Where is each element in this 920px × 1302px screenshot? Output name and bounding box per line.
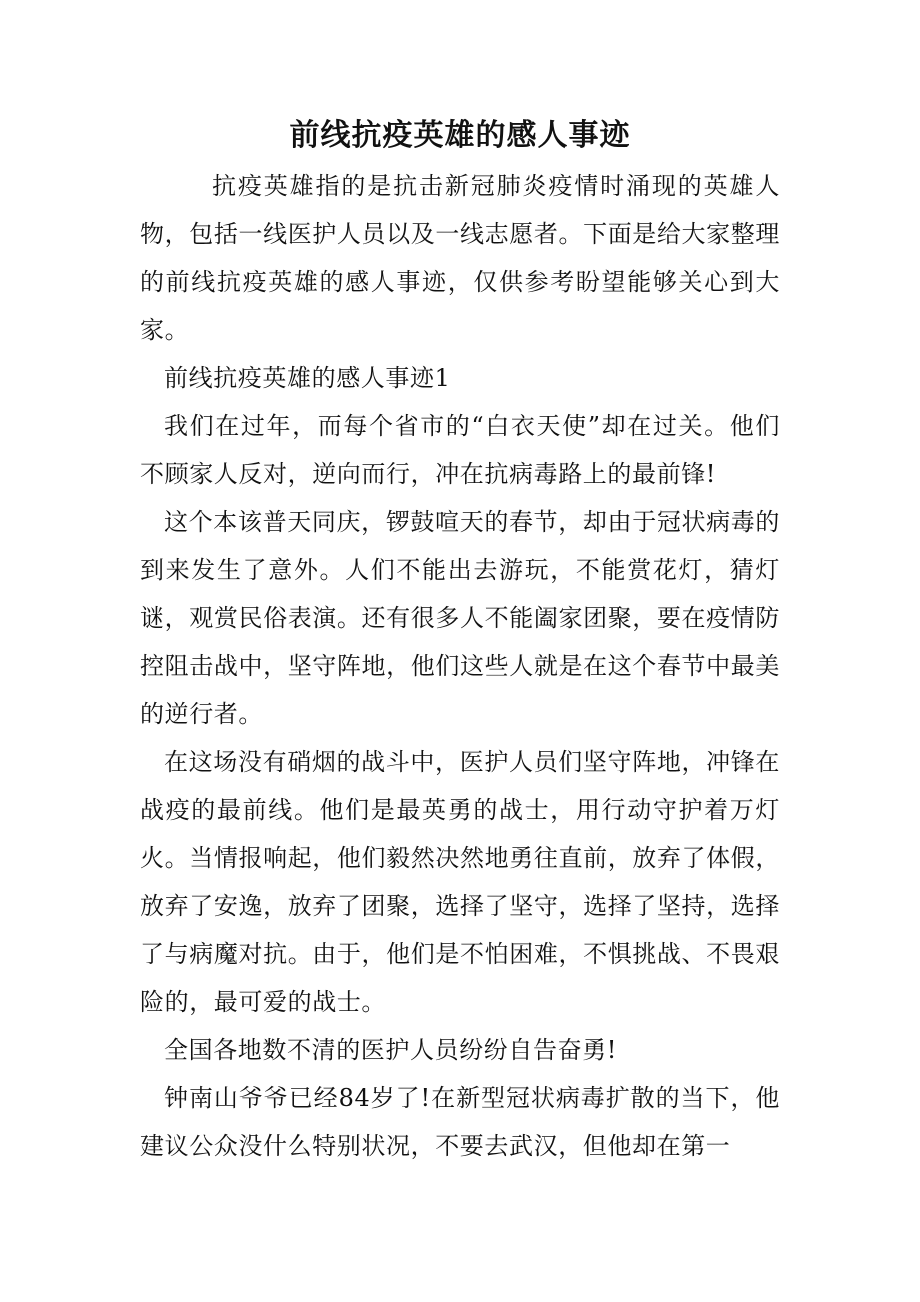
body-paragraph: 在这场没有硝烟的战斗中，医护人员们坚守阵地，冲锋在战疫的最前线。他们是最英勇的战士，用行动守护着万灯火。当情报响起，他们毅然决然地勇往直前，放弃了体假，放弃了安逸，放弃了团聚，选择了坚守，选择了坚持，选择了与病魔对抗。由于，他们是不怕困难，不惧挑战、不畏艰险的，最可爱的战士。 [140,748,780,1016]
body-paragraph: 这个本该普天同庆，锣鼓喧天的春节，却由于冠状病毒的到来发生了意外。人们不能出去游玩，不能赏花灯，猜灯谜，观赏民俗表演。还有很多人不能阖家团聚，要在疫情防控阻击战中，坚守阵地，他们这些人就是在这个春节中最美的逆行者。 [140,508,780,728]
body-paragraph: 全国各地数不清的医护人员纷纷自告奋勇! [164,1036,618,1064]
body-paragraph: 我们在过年，而每个省市的“白衣天使”却在过关。他们不顾家人反对，逆向而行，冲在抗病毒路上的最前锋! [140,412,780,488]
section-heading: 前线抗疫英雄的感人事迹1 [164,364,451,392]
body-paragraph: 钟南山爷爷已经84岁了!在新型冠状病毒扩散的当下，他建议公众没什么特别状况，不要去武汉，但他却在第一 [140,1084,780,1160]
document-title: 前线抗疫英雄的感人事迹 [289,118,631,153]
intro-paragraph: 抗疫英雄指的是抗击新冠肺炎疫情时涌现的英雄人物，包括一线医护人员以及一线志愿者。下面是给大家整理的前线抗疫英雄的感人事迹，仅供参考盼望能够关心到大家。 [140,172,780,344]
document-body [140,162,780,1170]
